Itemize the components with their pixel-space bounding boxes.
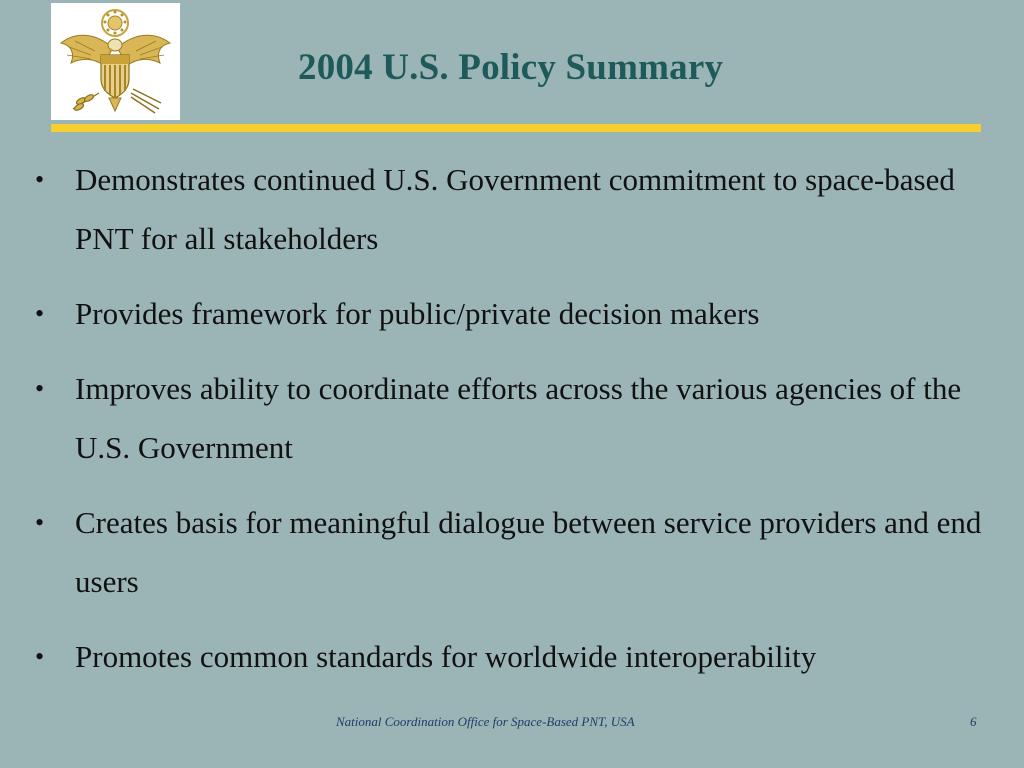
great-seal-eagle-icon — [51, 3, 180, 120]
bullet-text: Promotes common standards for worldwide interoperability — [75, 639, 817, 674]
seal-logo — [51, 3, 180, 120]
list-item — [30, 493, 1000, 611]
slide-title: 2004 U.S. Policy Summary — [298, 47, 724, 88]
bullet-icon: • — [35, 642, 45, 671]
title-divider — [51, 124, 981, 132]
bullet-text: Provides framework for public/private decision makers — [75, 296, 760, 331]
bullet-list — [30, 150, 1000, 702]
bullet-icon: • — [35, 508, 45, 537]
list-item — [30, 359, 1000, 477]
bullet-text: Demonstrates continued U.S. Government commitment to space-based PNT for all stakeholders — [75, 162, 955, 256]
bullet-text: Creates basis for meaningful dialogue between service providers and end users — [75, 505, 982, 599]
bullet-text: Improves ability to coordinate efforts across the various agencies of the U.S. Government — [75, 371, 962, 465]
list-item — [30, 627, 1000, 686]
page-number: 6 — [970, 714, 977, 729]
bullet-icon: • — [35, 165, 45, 194]
list-item — [30, 150, 1000, 268]
bullet-icon: • — [35, 299, 45, 328]
bullet-icon: • — [35, 374, 45, 403]
footer-organization: National Coordination Office for Space-Based PNT, USA — [336, 714, 635, 729]
list-item — [30, 284, 1000, 343]
